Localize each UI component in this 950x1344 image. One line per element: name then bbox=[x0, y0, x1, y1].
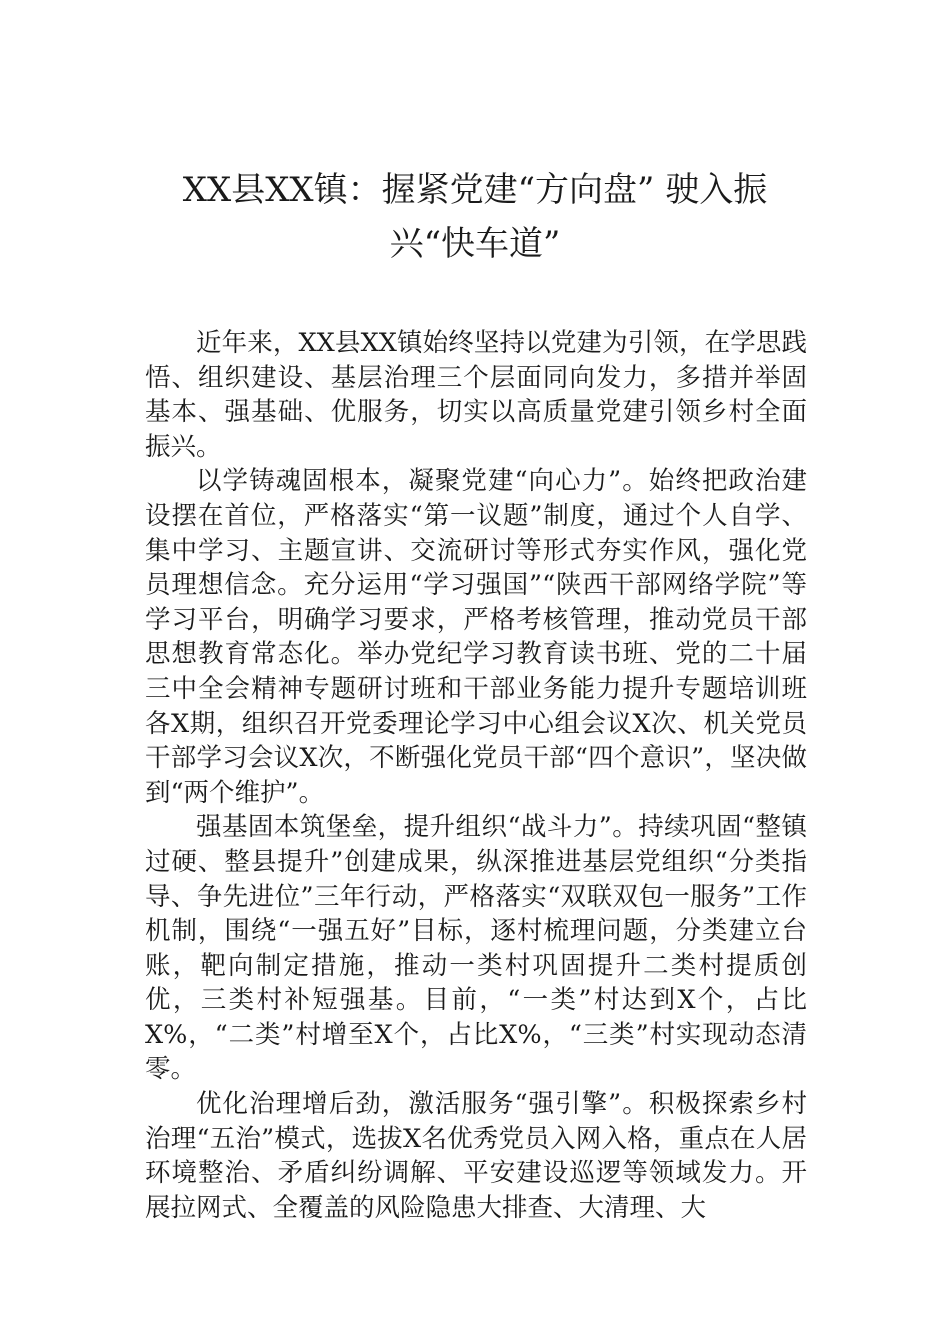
document-title bbox=[140, 163, 810, 271]
paragraph-governance: 优化治理增后劲，激活服务“强引擎”。积极探索乡村治理“五治”模式，选拔X名优秀党员入网入格，重点在人居环境整治、矛盾纠纷调解、平安建设巡逻等领域发力。开展拉网式、全覆盖的风险隐患大排查、大清理、大 bbox=[145, 1089, 807, 1223]
document-body bbox=[145, 326, 807, 1225]
paragraph-intro: 近年来，XX县XX镇始终坚持以党建为引领，在学思践悟、组织建设、基层治理三个层面同向发力，多措并举固基本、强基础、优服务，切实以高质量党建引领乡村全面振兴。 bbox=[145, 328, 807, 462]
paragraph-study: 以学铸魂固根本，凝聚党建“向心力”。始终把政治建设摆在首位，严格落实“第一议题”制度，通过个人自学、集中学习、主题宣讲、交流研讨等形式夯实作风，强化党员理想信念。充分运用“学习强国”“陕西干部网络学院”等学习平台，明确学习要求，严格考核管理，推动党员干部思想教育常态化。举办党纪学习教育读书班、党的二十届三中全会精神专题研讨班和干部业务能力提升专题培训班各X期，组织召开党委理论学习中心组会议X次、机关党员干部学习会议X次，不断强化党员干部“四个意识”，坚决做到“两个维护”。 bbox=[145, 466, 807, 808]
paragraph-organization: 强基固本筑堡垒，提升组织“战斗力”。持续巩固“整镇过硬、整县提升”创建成果，纵深推进基层党组织“分类指导、争先进位”三年行动，严格落实“双联双包一服务”工作机制，围绕“一强五好”目标，逐村梳理问题，分类建立台账，靶向制定措施，推动一类村巩固提升二类村提质创优，三类村补短强基。目前，“一类”村达到X个，占比X%，“二类”村增至X个，占比X%，“三类”村实现动态清零。 bbox=[145, 812, 807, 1085]
title-line-2: 兴“快车道” bbox=[389, 224, 561, 264]
title-line-1: XX县XX镇：握紧党建“方向盘” 驶入振 bbox=[182, 170, 768, 210]
